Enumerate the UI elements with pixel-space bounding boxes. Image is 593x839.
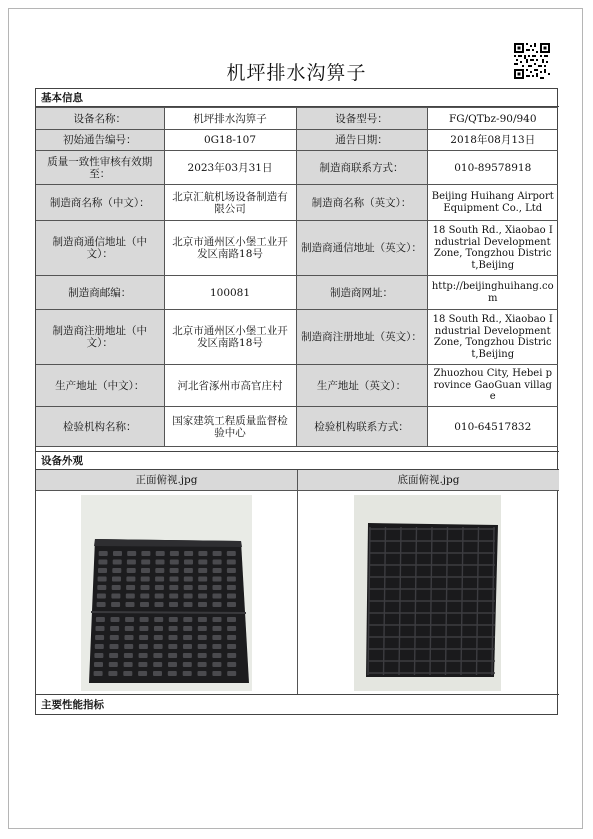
label-maker-name-cn: 制造商名称（中文）： xyxy=(36,185,164,221)
label-postcode: 制造商邮编： xyxy=(36,276,164,310)
label-website: 制造商网址： xyxy=(296,276,427,310)
label-production-cn: 生产地址（中文）： xyxy=(36,365,164,407)
section-appearance: 设备外观 xyxy=(36,451,559,470)
value-reg-address-en: 18 South Rd., Xiaobao Industrial Development Zone, Tongzhou District,Beijing xyxy=(427,310,558,365)
label-mail-address-en: 制造商通信地址（英文）： xyxy=(296,221,427,276)
table-row xyxy=(36,310,558,365)
label-inspection-org: 检验机构名称： xyxy=(36,407,164,447)
section-basic-info: 基本信息 xyxy=(36,89,559,107)
bottom-image-label: 底面俯视.jpg xyxy=(298,470,559,490)
table-row xyxy=(36,151,558,185)
value-inspection-contact: 010-64517832 xyxy=(427,407,558,447)
value-device-model: FG/QTbz-90/940 xyxy=(427,108,558,130)
basic-info-table xyxy=(36,107,558,447)
value-device-name: 机坪排水沟箅子 xyxy=(164,108,296,130)
label-notice-number: 初始通告编号： xyxy=(36,130,164,151)
value-contact: 010-89578918 xyxy=(427,151,558,185)
value-maker-name-en: Beijing Huihang Airport Equipment Co., Ltd xyxy=(427,185,558,221)
bottom-view-photo xyxy=(354,495,501,691)
front-image-label: 正面俯视.jpg xyxy=(36,470,297,490)
label-maker-name-en: 制造商名称（英文）： xyxy=(296,185,427,221)
table-row xyxy=(36,365,558,407)
document-title: 机坪排水沟箅子 xyxy=(226,62,367,84)
value-production-en: Zhuozhou City, Hebei province GaoGuan village xyxy=(427,365,558,407)
label-validity: 质量一致性审核有效期至： xyxy=(36,151,164,185)
table-row xyxy=(36,108,558,130)
value-validity: 2023年03月31日 xyxy=(164,151,296,185)
value-mail-address-en: 18 South Rd., Xiaobao Industrial Development Zone, Tongzhou District,Beijing xyxy=(427,221,558,276)
table-row xyxy=(36,407,558,447)
label-device-model: 设备型号： xyxy=(296,108,427,130)
value-postcode: 100081 xyxy=(164,276,296,310)
label-device-name: 设备名称： xyxy=(36,108,164,130)
value-reg-address-cn: 北京市通州区小堡工业开发区南路18号 xyxy=(164,310,296,365)
value-notice-number: 0G18-107 xyxy=(164,130,296,151)
label-reg-address-cn: 制造商注册地址（中文）： xyxy=(36,310,164,365)
label-reg-address-en: 制造商注册地址（英文）： xyxy=(296,310,427,365)
value-notice-date: 2018年08月13日 xyxy=(427,130,558,151)
table-row xyxy=(36,185,558,221)
label-mail-address-cn: 制造商通信地址（中文）： xyxy=(36,221,164,276)
spec-sheet xyxy=(35,88,558,715)
label-inspection-contact: 检验机构联系方式： xyxy=(296,407,427,447)
value-inspection-org: 国家建筑工程质量监督检验中心 xyxy=(164,407,296,447)
section-performance: 主要性能指标 xyxy=(36,694,559,715)
table-row xyxy=(36,221,558,276)
front-view-photo xyxy=(81,495,252,691)
value-website[interactable]: http://beijinghuihang.com xyxy=(427,276,558,310)
value-maker-name-cn: 北京汇航机场设备制造有限公司 xyxy=(164,185,296,221)
label-production-en: 生产地址（英文）： xyxy=(296,365,427,407)
label-contact: 制造商联系方式： xyxy=(296,151,427,185)
table-row xyxy=(36,130,558,151)
table-row xyxy=(36,276,558,310)
value-production-cn: 河北省涿州市高官庄村 xyxy=(164,365,296,407)
label-notice-date: 通告日期： xyxy=(296,130,427,151)
column-divider xyxy=(297,470,298,694)
value-mail-address-cn: 北京市通州区小堡工业开发区南路18号 xyxy=(164,221,296,276)
